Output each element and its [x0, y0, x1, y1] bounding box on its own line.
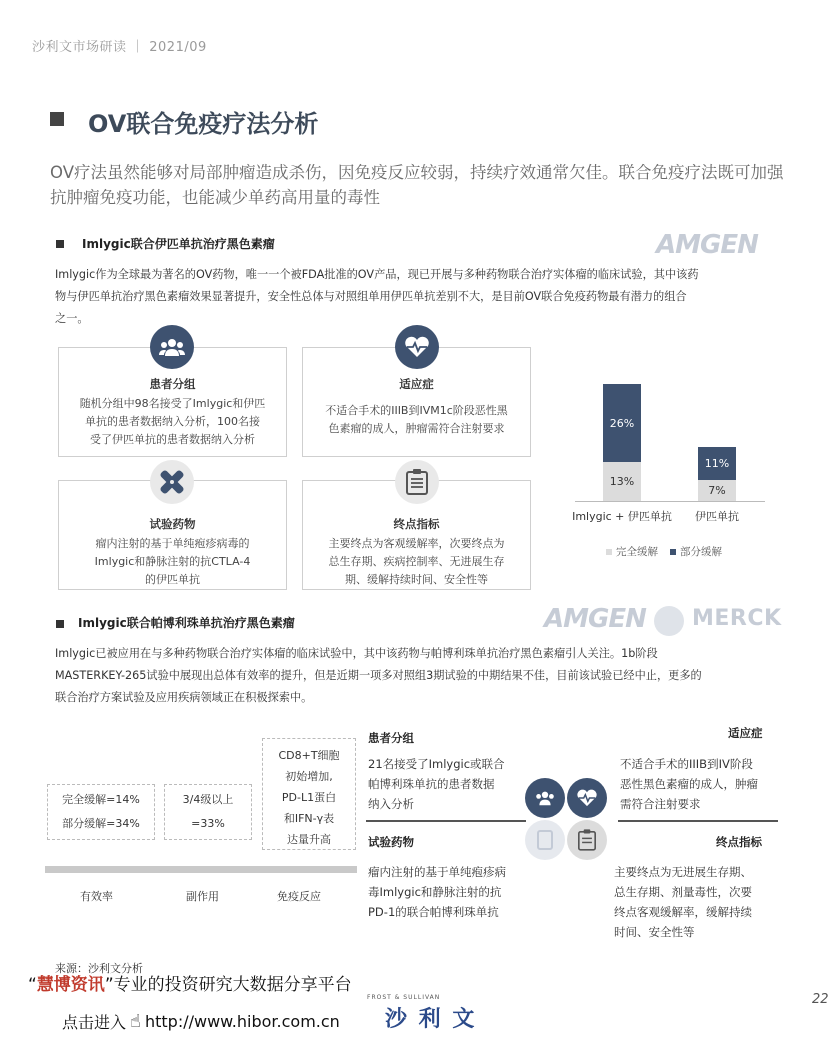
document-icon [525, 820, 565, 860]
section1-paragraph-line: 之一。 [55, 312, 89, 325]
text-line: PD-1的联合帕博利珠单抗 [368, 905, 499, 919]
text-line: 恶性黑色素瘤的成人，肿瘤 [620, 777, 758, 791]
bar-complete-1 [698, 480, 736, 501]
card-patients-text [59, 395, 286, 449]
text-line: 不适合手术的IIIB到IV阶段 [620, 757, 753, 771]
card-indication-title: 适应症 [399, 377, 434, 391]
heart-pulse-icon-2 [567, 778, 607, 818]
s2-endpoint-title: 终点指标 [716, 835, 762, 849]
legend-swatch-partial [670, 549, 676, 555]
users-icon-2 [525, 778, 565, 818]
card-patients-title: 患者分组 [149, 377, 196, 391]
side-effect-line: =33% [191, 817, 225, 830]
card-line: 色素瘤的成人，肿瘤需符合注射要求 [328, 422, 505, 435]
immune-box [262, 738, 356, 850]
section2-paragraph-line: MASTERKEY-265试验中展现出总体有效率的提升，但是近期一项多对照组3期试验的中期结果不佳，目前该试验已经中止，更多的 [55, 669, 702, 682]
text-line: 主要终点为无进展生存期、 [614, 865, 752, 879]
section2-paragraph-line: 联合治疗方案试验及应用疾病领域正在积极探索中。 [55, 691, 313, 704]
bar-complete-0 [603, 462, 641, 501]
card-endpoint-title: 终点指标 [393, 517, 440, 531]
section2-title: Imlygic联合帕博利珠单抗治疗黑色素瘤 [78, 616, 295, 630]
lead-paragraph: OV疗法虽然能够对局部肿瘤造成杀伤，因免疫反应较弱，持续疗效通常欠佳。联合免疫疗法既可加强抗肿瘤免疫功能，也能减少单药高用量的毒性 [50, 163, 784, 207]
promo-quote-open: “ [28, 975, 37, 995]
category-label: Imlygic + 伊匹单抗 [572, 510, 672, 523]
chart-legend [606, 544, 722, 559]
s2-indication-text [620, 754, 780, 814]
promo-brand: 慧博资讯 [36, 975, 105, 995]
section1-paragraph-line: Imlygic作为全球最为著名的OV药物，唯一一个被FDA批准的OV产品，现已开展与多种药物联合治疗实体瘤的临床试验，其中该药 [55, 268, 699, 281]
immune-line: PD-L1蛋白 [281, 791, 337, 804]
card-line: 随机分组中98名接受了Imlygic和伊匹 [79, 397, 266, 410]
section2-marker [56, 620, 64, 628]
legend-swatch-complete [606, 549, 612, 555]
pointer-hand-icon: ☝ [130, 1011, 141, 1032]
promo-quote-close: ” [104, 975, 114, 995]
card-line: 单抗的患者数据纳入分析，100名接 [85, 415, 260, 428]
section1-paragraph-line: 物与伊匹单抗治疗黑色素瘤效果显著提升，安全性总体与对照组单用伊匹单抗差别不大，是目前OV联合免疫药物最有潜力的组合 [55, 290, 687, 303]
card-line: 瘤内注射的基于单纯疱疹病毒的 [95, 537, 250, 550]
legend-label-complete: 完全缓解 [616, 546, 658, 558]
s2-patients-title: 患者分组 [368, 731, 414, 745]
pipeline-label-side-effect: 副作用 [186, 890, 219, 903]
category-label: 伊匹单抗 [695, 510, 739, 523]
frost-sullivan-logo: 沙 利 文 [385, 1007, 477, 1032]
immune-line: 达量升高 [287, 833, 331, 846]
immune-line: 和IFN-γ表 [283, 812, 335, 825]
card-line: Imlygic和静脉注射的抗CTLA-4 [94, 555, 251, 568]
card-drug-title: 试验药物 [149, 517, 196, 531]
card-line: 受了伊匹单抗的患者数据纳入分析 [90, 433, 255, 446]
bandage-icon [150, 460, 194, 504]
immune-line: 初始增加, [285, 770, 333, 783]
section1-title: Imlygic联合伊匹单抗治疗黑色素瘤 [82, 237, 275, 251]
heart-pulse-icon [395, 325, 439, 369]
users-icon [150, 325, 194, 369]
text-line: 瘤内注射的基于单纯疱疹病 [368, 865, 506, 879]
s2-endpoint-text [614, 862, 774, 942]
card-endpoint-text [303, 535, 530, 589]
source-note: 来源：沙利文分析 [55, 962, 143, 975]
card-line: 的伊匹单抗 [145, 573, 200, 586]
section1-marker [56, 240, 64, 248]
promo-text: 专业的投资研究大数据分享平台 [113, 975, 352, 995]
s2-indication-title: 适应症 [728, 726, 763, 740]
legend-label-partial: 部分缓解 [680, 546, 722, 558]
bar-partial-0 [603, 384, 641, 462]
text-line: 总生存期、剂量毒性，次要 [614, 885, 752, 899]
text-line: 毒Imlygic和静脉注射的抗 [368, 885, 502, 899]
text-line: 纳入分析 [368, 797, 414, 811]
merck-emblem-icon [654, 606, 684, 636]
report-header: 沙利文市场研读 ｜ 2021/09 [32, 40, 207, 55]
card-line: 主要终点为客观缓解率，次要终点为 [328, 537, 505, 550]
page-number: 22 [812, 992, 829, 1007]
click-prefix: 点击进入 [62, 1013, 127, 1032]
bar-value-label: 7% [708, 484, 726, 497]
bar-value-label: 13% [609, 475, 635, 488]
s2-drug-text [368, 862, 528, 922]
pipeline-label-efficacy: 有效率 [80, 890, 113, 903]
side-effect-box [164, 784, 252, 840]
chart-baseline [575, 501, 765, 502]
text-line: 时间、安全性等 [614, 925, 695, 939]
response-rate-chart [570, 380, 770, 560]
clipboard-icon [395, 460, 439, 504]
promo-link-line [62, 1010, 340, 1033]
immune-line: CD8+T细胞 [278, 749, 340, 762]
efficacy-box [47, 784, 155, 840]
section2-paragraph [55, 643, 785, 709]
clipboard-icon-2 [567, 820, 607, 860]
section2-paragraph-line: Imlygic已被应用在与多种药物联合治疗实体瘤的临床试验中，其中该药物与帕博利珠单抗治疗黑色素瘤引人关注。1b阶段 [55, 647, 658, 660]
section1-paragraph [55, 264, 785, 330]
fs-small-text: FROST & SULLIVAN [367, 994, 441, 1001]
card-line: 总生存期、疾病控制率、无进展生存 [328, 555, 505, 568]
efficacy-line: 完全缓解=14% [62, 793, 140, 806]
merck-logo: MERCK [692, 606, 782, 631]
side-effect-line: 3/4级以上 [182, 793, 234, 806]
divider [618, 820, 778, 822]
pipeline-bar [45, 866, 357, 873]
divider [366, 820, 526, 822]
promo-url[interactable]: http://www.hibor.com.cn [144, 1012, 340, 1031]
card-drug-text [59, 535, 286, 589]
amgen-logo: AMGEN [656, 230, 758, 260]
bar-value-label: 26% [609, 416, 635, 430]
page-title: OV联合免疫疗法分析 [88, 110, 319, 138]
text-line: 帕博利珠单抗的患者数据 [368, 777, 495, 791]
s2-patients-text [368, 754, 528, 814]
bar-partial-1 [698, 447, 736, 480]
s2-drug-title: 试验药物 [368, 835, 414, 849]
text-line: 需符合注射要求 [620, 797, 701, 811]
text-line: 21名接受了Imlygic或联合 [368, 757, 505, 771]
promo-line [28, 970, 352, 995]
text-line: 终点客观缓解率，缓解持续 [614, 905, 752, 919]
title-marker [50, 112, 64, 126]
card-line: 期、缓解持续时间、安全性等 [345, 573, 488, 586]
pipeline-label-immune: 免疫反应 [277, 890, 321, 903]
bar-value-label: 11% [704, 457, 730, 470]
efficacy-line: 部分缓解=34% [62, 817, 140, 830]
card-indication-text [303, 402, 530, 438]
card-line: 不适合手术的IIIB到IVM1c阶段恶性黑 [325, 404, 508, 417]
amgen-logo-2: AMGEN [544, 604, 646, 634]
